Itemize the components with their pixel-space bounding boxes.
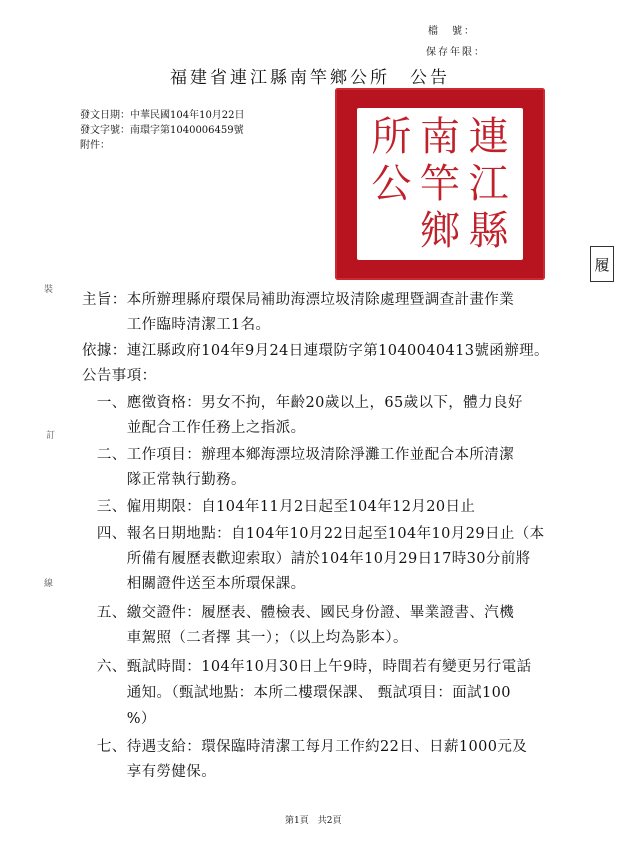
body-line: 七、待遇支給：環保臨時清潔工每月工作約22日、日薪1000元及 xyxy=(82,739,528,755)
seal-glyph: 竿 xyxy=(419,160,460,207)
body-line: 主旨：本所辦理縣府環保局補助海漂垃圾清除處理暨調查計畫作業 xyxy=(82,292,515,308)
seal-glyph: 鄉 xyxy=(419,207,460,254)
body-line: 五、繳交證件：履歷表、體檢表、國民身份證、畢業證書、汽機 xyxy=(82,605,515,621)
body-line: 四、報名日期地點：自104年10月22日起至104年10月29日止（本 xyxy=(82,526,545,542)
side-stamp: 履 xyxy=(590,246,614,282)
attachment-label: 附件： xyxy=(80,140,110,151)
margin-mark-bind: 裝 xyxy=(44,285,54,295)
seal-glyph: 公 xyxy=(371,160,412,207)
body-line: 一、應徵資格：男女不拘，年齡20歲以上，65歲以下，體力良好 xyxy=(82,395,523,411)
margin-mark-line: 線 xyxy=(44,579,54,589)
document-number: 發文字號：南環字第1040006459號 xyxy=(80,125,244,136)
body-line: 二、工作項目：辦理本鄉海漂垃圾清除淨灘工作並配合本所清潔 xyxy=(82,447,515,463)
body-line: %） xyxy=(82,711,156,727)
seal-glyphs xyxy=(367,114,513,254)
seal-glyph: 所 xyxy=(371,114,412,161)
margin-mark-staple: 訂 xyxy=(46,431,56,441)
body-line: 享有勞健保。 xyxy=(82,764,217,780)
page-number: 第1頁 共2頁 xyxy=(285,816,342,826)
body-line: 並配合工作任務上之指派。 xyxy=(82,420,306,436)
body-line: 六、甄試時間：104年10月30日上午9時，時間若有變更另行電話 xyxy=(82,659,532,675)
seal-glyph: 連 xyxy=(468,114,509,161)
body-line: 所備有履歷表歡迎索取）請於104年10月29日17時30分前將 xyxy=(82,551,531,567)
seal-glyph: 江 xyxy=(468,160,509,207)
body-line: 車駕照（二者擇 其一）；（以上均為影本）。 xyxy=(82,630,408,646)
seal-glyph: 南 xyxy=(419,114,460,161)
body-line: 工作臨時清潔工1名。 xyxy=(82,317,271,333)
body-line: 通知。（甄試地點：本所二樓環保課、 甄試項目：面試100 xyxy=(82,685,511,701)
retention-period-label: 保存年限： xyxy=(426,47,486,58)
file-number-label: 檔 號： xyxy=(428,26,476,37)
seal-glyph: 縣 xyxy=(468,207,509,254)
body-line: 依據：連江縣政府104年9月24日連環防字第1040040413號函辦理。 xyxy=(82,343,549,359)
body-line: 相關證件送至本所環保課。 xyxy=(82,576,306,592)
body-line: 隊正常執行勤務。 xyxy=(82,472,246,488)
body-line: 公告事項： xyxy=(82,368,157,384)
document-title: 福建省連江縣南竿鄉公所 公告 xyxy=(170,68,450,88)
seal-glyph xyxy=(367,207,416,254)
issue-date: 發文日期：中華民國104年10月22日 xyxy=(80,110,245,121)
body-line: 三、僱用期限：自104年11月2日起至104年12月20日止 xyxy=(82,499,476,515)
official-seal xyxy=(335,88,545,280)
